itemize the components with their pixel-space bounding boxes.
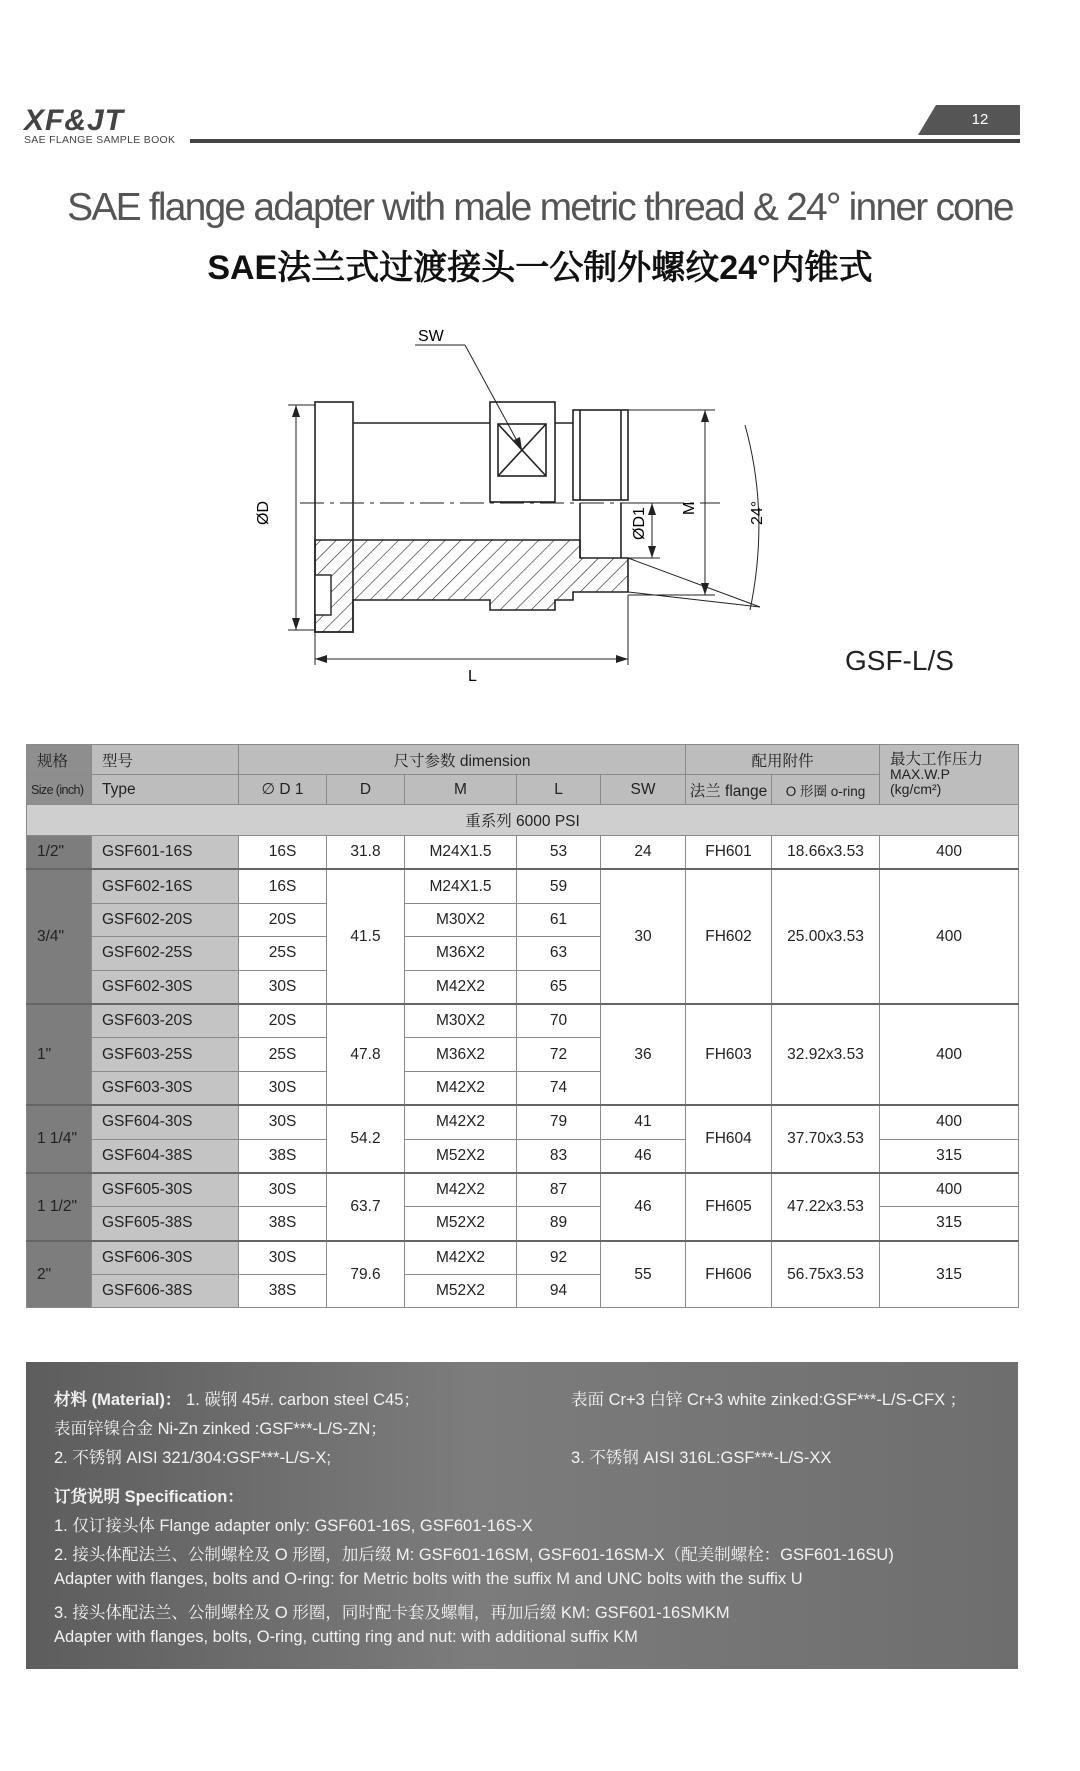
sw-cell: 36 [601,1004,686,1105]
size-cell: 3/4" [27,869,92,1004]
header-d: D [327,775,405,805]
header-sw: SW [601,775,686,805]
d1-cell: 25S [239,937,327,970]
header-type-cn: 型号 [92,745,239,775]
d1-cell: 38S [239,1207,327,1241]
header-flange: 法兰 flange [686,775,772,805]
d-cell: 54.2 [327,1105,405,1173]
type-cell: GSF606-30S [92,1241,239,1275]
header-accessories: 配用附件 [686,745,880,775]
m-cell: M24X1.5 [405,836,517,870]
d-cell: 31.8 [327,836,405,870]
header-wp-en: MAX.W.P [890,766,950,782]
d-cell: 79.6 [327,1241,405,1308]
l-cell: 94 [517,1275,601,1308]
oring-cell: 32.92x3.53 [772,1004,880,1105]
type-cell: GSF601-16S [92,836,239,870]
sw-cell: 46 [601,1173,686,1241]
m-cell: M42X2 [405,1071,517,1105]
m-cell: M36X2 [405,1038,517,1071]
sw-cell: 41 [601,1105,686,1139]
m-cell: M36X2 [405,937,517,970]
m-cell: M24X1.5 [405,869,517,903]
table-row [27,1241,1019,1275]
flange-cell: FH606 [686,1241,772,1308]
header-l: L [517,775,601,805]
title-chinese: SAE法兰式过渡接头一公制外螺纹24°内锥式 [207,249,873,287]
table-row [27,1004,1019,1038]
flange-cell: FH603 [686,1004,772,1105]
m-cell: M52X2 [405,1139,517,1173]
l-cell: 89 [517,1207,601,1241]
type-cell: GSF602-30S [92,970,239,1004]
page-number: 12 [971,111,989,128]
table-row [27,869,1019,903]
header-wp [880,745,1019,805]
m-cell: M42X2 [405,1241,517,1275]
oring-cell: 25.00x3.53 [772,869,880,1004]
material-label: 材料 (Material)： [54,1391,182,1409]
d-cell: 41.5 [327,869,405,1004]
header-row-2 [27,775,1019,805]
label-l: L [468,668,477,685]
type-cell: GSF602-16S [92,869,239,903]
wp-cell: 400 [880,1173,1019,1207]
surface-zn: 表面锌镍合金 Ni-Zn zinked :GSF***-L/S-ZN； [54,1420,387,1438]
type-cell: GSF605-30S [92,1173,239,1207]
notes-panel [26,1362,1018,1669]
material-line [54,1386,420,1410]
l-cell: 74 [517,1071,601,1105]
header-size-cn: 规格 [27,745,92,775]
type-cell: GSF604-38S [92,1139,239,1173]
series-label: 重系列 6000 PSI [27,805,1019,836]
l-cell: 87 [517,1173,601,1207]
type-cell: GSF603-20S [92,1004,239,1038]
m-cell: M42X2 [405,1105,517,1139]
d1-cell: 16S [239,836,327,870]
spec-label: 订货说明 Specification： [54,1488,244,1506]
l-cell: 61 [517,903,601,936]
title-english: SAE flange adapter with male metric thread & 24° inner cone [67,186,1013,229]
header-wp-cn: 最大工作压力 [890,751,984,768]
type-cell: GSF603-25S [92,1038,239,1071]
d1-cell: 30S [239,1105,327,1139]
l-cell: 53 [517,836,601,870]
type-cell: GSF602-25S [92,937,239,970]
wp-cell: 315 [880,1241,1019,1308]
m-cell: M52X2 [405,1207,517,1241]
wp-cell: 315 [880,1207,1019,1241]
oring-cell: 18.66x3.53 [772,836,880,870]
series-row [27,805,1019,836]
l-cell: 59 [517,869,601,903]
d1-cell: 38S [239,1275,327,1308]
header-type: Type [92,775,239,805]
oring-cell: 37.70x3.53 [772,1105,880,1173]
spec-2-en: Adapter with flanges, bolts and O-ring: for Metric bolts with the suffix M and UNC bolts with the suffix U [54,1570,803,1588]
d1-cell: 16S [239,869,327,903]
size-cell: 1/2" [27,836,92,870]
wp-cell: 400 [880,1004,1019,1105]
l-cell: 92 [517,1241,601,1275]
flange-cell: FH605 [686,1173,772,1241]
flange-cell: FH604 [686,1105,772,1173]
d1-cell: 25S [239,1038,327,1071]
header-dimension: 尺寸参数 dimension [239,745,686,775]
size-cell: 1 1/2" [27,1173,92,1241]
type-cell: GSF604-30S [92,1105,239,1139]
flange-cell: FH601 [686,836,772,870]
type-cell: GSF605-38S [92,1207,239,1241]
type-cell: GSF602-20S [92,903,239,936]
table-row [27,1173,1019,1207]
material-2: 2. 不锈钢 AISI 321/304:GSF***-L/S-X; [54,1449,331,1467]
d1-cell: 30S [239,970,327,1004]
l-cell: 65 [517,970,601,1004]
l-cell: 83 [517,1139,601,1173]
header-size: Size (inch) [27,775,92,805]
m-cell: M42X2 [405,1173,517,1207]
size-cell: 1" [27,1004,92,1105]
surface-cr: 表面 Cr+3 白锌 Cr+3 white zinked:GSF***-L/S-CFX ； [571,1391,967,1409]
d1-cell: 20S [239,1004,327,1038]
size-cell: 1 1/4" [27,1105,92,1173]
brand-logo: XF&JT [24,104,125,137]
model-code: GSF-L/S [845,645,954,676]
technical-drawing [240,325,800,695]
sw-cell: 55 [601,1241,686,1308]
m-cell: M52X2 [405,1275,517,1308]
label-m: M [681,501,698,515]
wp-cell: 315 [880,1139,1019,1173]
table-row [27,1105,1019,1139]
label-sw: SW [418,328,444,345]
header-oring: O 形圈 o-ring [772,775,880,805]
material-3: 3. 不锈钢 AISI 316L:GSF***-L/S-XX [571,1449,832,1467]
m-cell: M30X2 [405,903,517,936]
m-cell: M30X2 [405,1004,517,1038]
flange-cell: FH602 [686,869,772,1004]
sw-cell: 46 [601,1139,686,1173]
sw-cell: 30 [601,869,686,1004]
oring-cell: 47.22x3.53 [772,1173,880,1241]
l-cell: 79 [517,1105,601,1139]
size-cell: 2" [27,1241,92,1308]
header-row-1 [27,745,1019,775]
type-cell: GSF606-38S [92,1275,239,1308]
d1-cell: 38S [239,1139,327,1173]
header-rule [190,139,1020,143]
sw-cell: 24 [601,836,686,870]
wp-cell: 400 [880,836,1019,870]
label-angle: 24° [749,500,766,525]
spec-1: 1. 仅订接头体 Flange adapter only: GSF601-16S, GSF601-16S-X [54,1517,533,1535]
d-cell: 47.8 [327,1004,405,1105]
d1-cell: 30S [239,1173,327,1207]
table-row [27,836,1019,870]
oring-cell: 56.75x3.53 [772,1241,880,1308]
d-cell: 63.7 [327,1173,405,1241]
header-d1: ∅ D 1 [239,775,327,805]
spec-table [26,744,1019,1308]
d1-cell: 30S [239,1071,327,1105]
wp-cell: 400 [880,1105,1019,1139]
spec-3: 3. 接头体配法兰、公制螺栓及 O 形圈，同时配卡套及螺帽，再加后缀 KM: GSF601-16SMKM [54,1604,730,1622]
l-cell: 72 [517,1038,601,1071]
header-wp-unit: (kg/cm²) [890,781,942,797]
spec-3-en: Adapter with flanges, bolts, O-ring, cutting ring and nut: with additional suffix KM [54,1628,638,1646]
l-cell: 70 [517,1004,601,1038]
d1-cell: 20S [239,903,327,936]
wp-cell: 400 [880,869,1019,1004]
label-od1: ØD1 [631,507,648,540]
l-cell: 63 [517,937,601,970]
type-cell: GSF603-30S [92,1071,239,1105]
d1-cell: 30S [239,1241,327,1275]
brand-subtitle: SAE FLANGE SAMPLE BOOK [24,134,176,146]
label-od: ØD [255,501,272,525]
material-1: 1. 碳钢 45#. carbon steel C45； [186,1391,420,1409]
m-cell: M42X2 [405,970,517,1004]
spec-2: 2. 接头体配法兰、公制螺栓及 O 形圈，加后缀 M: GSF601-16SM, GSF601-16SM-X（配美制螺栓：GSF601-16SU) [54,1546,894,1564]
header-m: M [405,775,517,805]
